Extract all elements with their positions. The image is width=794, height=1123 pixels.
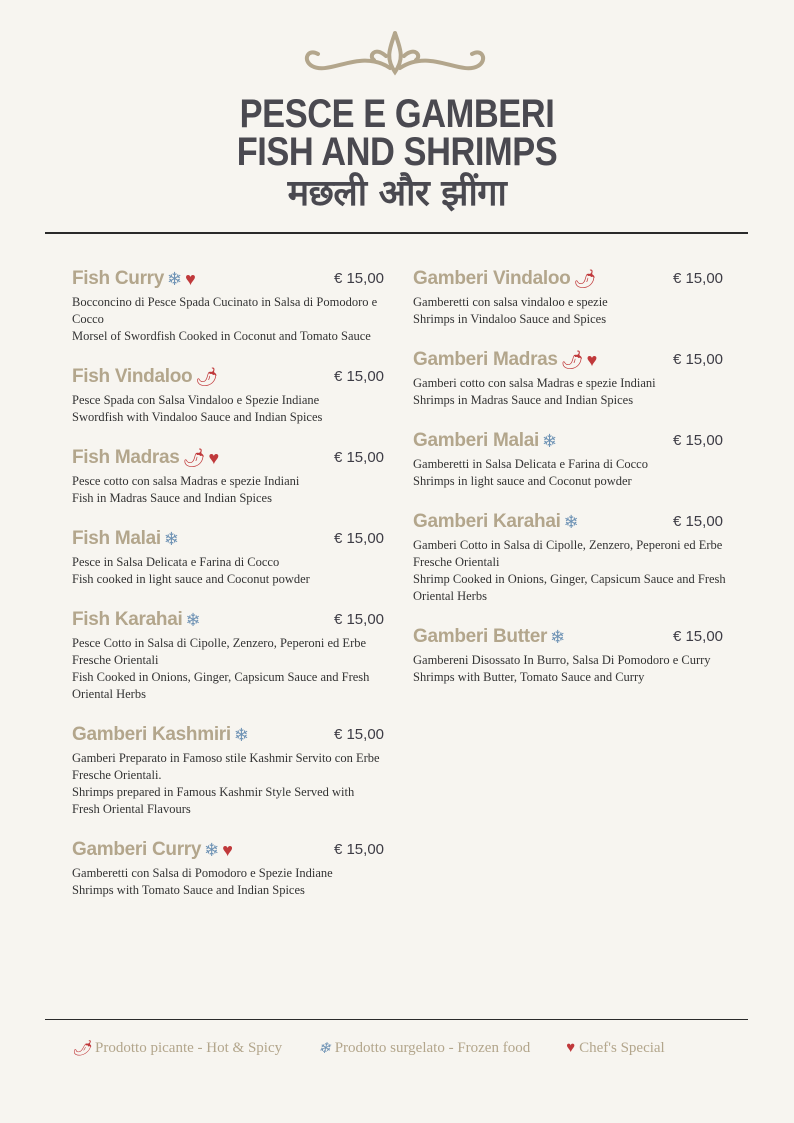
legend-spicy: 🌶 Prodotto picante - Hot & Spicy — [72, 1040, 283, 1057]
dish-price: € 15,00 — [333, 841, 384, 858]
menu-item — [413, 347, 753, 409]
title-hindi: मछली और झींगा — [287, 173, 507, 214]
dish-name: Fish Malai — [72, 528, 161, 549]
chili-icon: 🌶 — [72, 1041, 92, 1057]
dish-description: Pesce Spada con Salsa Vindaloo e Spezie Indiane — [72, 393, 320, 407]
menu-item — [72, 526, 384, 588]
dish-description: Gamberetti in Salsa Delicata e Farina di Cocco — [413, 457, 648, 471]
dish-description: Morsel of Swordfish Cooked in Coconut and Tomato Sauce — [72, 329, 371, 343]
dish-description: Gamberi Preparato in Famoso stile Kashmir Servito con Erbe Fresche Orientali. — [72, 751, 380, 782]
dish-price: € 15,00 — [672, 351, 723, 368]
chili-icon: 🌶 — [182, 448, 206, 468]
chili-icon: 🌶 — [560, 350, 584, 370]
dish-name: Gamberi Kashmiri — [72, 724, 231, 745]
dish-description: Fish in Madras Sauce and Indian Spices — [72, 491, 272, 505]
snowflake-icon: ❄ — [233, 725, 249, 745]
dish-name: Fish Madras — [72, 447, 180, 468]
ornament-flourish — [300, 28, 490, 78]
snowflake-icon: ❄ — [163, 529, 179, 549]
menu-column-right — [413, 266, 753, 705]
legend — [72, 1039, 665, 1058]
dish-price: € 15,00 — [672, 432, 723, 449]
menu-item — [72, 266, 384, 345]
heart-icon: ♥ — [185, 269, 196, 289]
menu-column-left — [72, 266, 384, 918]
menu-item — [72, 445, 384, 507]
dish-name: Fish Vindaloo — [72, 366, 193, 387]
dish-name: Gamberi Malai — [413, 430, 539, 451]
footer-divider — [45, 1019, 748, 1020]
dish-name: Gamberi Madras — [413, 349, 558, 370]
menu-item — [72, 837, 384, 899]
dish-price: € 15,00 — [672, 270, 723, 287]
snowflake-icon: ❄ — [204, 840, 220, 860]
dish-name: Gamberi Butter — [413, 626, 548, 647]
dish-price: € 15,00 — [333, 270, 384, 287]
menu-item — [72, 364, 384, 426]
dish-price: € 15,00 — [672, 513, 723, 530]
chili-icon: 🌶 — [573, 269, 597, 289]
menu-item — [413, 428, 753, 490]
menu-item — [413, 266, 753, 328]
dish-description: Gamberetti con salsa vindaloo e spezie — [413, 295, 608, 309]
title-italian: PESCE E GAMBERI — [239, 92, 555, 136]
dish-price: € 15,00 — [333, 530, 384, 547]
dish-description: Pesce in Salsa Delicata e Farina di Cocco — [72, 555, 280, 569]
snowflake-icon: ❄ — [550, 627, 566, 647]
dish-description: Shrimp Cooked in Onions, Ginger, Capsicum Sauce and Fresh Oriental Herbs — [413, 572, 726, 603]
dish-description: Shrimps in Vindaloo Sauce and Spices — [413, 312, 607, 326]
header-divider — [45, 232, 748, 234]
dish-price: € 15,00 — [333, 449, 384, 466]
dish-description: Bocconcino di Pesce Spada Cucinato in Salsa di Pomodoro e Cocco — [72, 295, 378, 326]
dish-price: € 15,00 — [672, 628, 723, 645]
heart-icon: ♥ — [566, 1040, 576, 1056]
dish-description: Fish Cooked in Onions, Ginger, Capsicum Sauce and Fresh Oriental Herbs — [72, 670, 370, 701]
dish-description: Swordfish with Vindaloo Sauce and Indian Spices — [72, 410, 323, 424]
heart-icon: ♥ — [586, 350, 598, 370]
dish-name: Fish Curry — [72, 268, 165, 289]
title-english: FISH AND SHRIMPS — [236, 130, 558, 174]
dish-name: Gamberi Karahai — [413, 511, 561, 532]
dish-name: Gamberi Vindaloo — [413, 268, 571, 289]
dish-name: Gamberi Curry — [72, 839, 202, 860]
dish-description: Gambereni Disossato In Burro, Salsa Di Pomodoro e Curry — [413, 653, 711, 667]
heart-icon: ♥ — [208, 448, 220, 468]
snowflake-icon: ❄ — [185, 610, 201, 630]
dish-description: Pesce Cotto in Salsa di Cipolle, Zenzero, Peperoni ed Erbe Fresche Orientali — [72, 636, 367, 667]
dish-description: Gamberi cotto con salsa Madras e spezie Indiani — [413, 376, 656, 390]
chili-icon: 🌶 — [195, 367, 219, 387]
dish-price: € 15,00 — [333, 368, 384, 385]
dish-description: Fish cooked in light sauce and Coconut powder — [72, 572, 310, 586]
dish-price: € 15,00 — [333, 726, 384, 743]
dish-description: Shrimps prepared in Famous Kashmir Style Served with Fresh Oriental Flavours — [72, 785, 355, 816]
dish-name: Fish Karahai — [72, 609, 183, 630]
snowflake-icon: ❄ — [318, 1041, 331, 1057]
dish-description: Shrimps in light sauce and Coconut powder — [413, 474, 632, 488]
menu-item — [72, 607, 384, 703]
legend-frozen: ❄ Prodotto surgelato - Frozen food — [318, 1040, 531, 1057]
menu-item — [413, 509, 753, 605]
snowflake-icon: ❄ — [541, 431, 558, 451]
menu-item — [413, 624, 753, 686]
legend-special: ♥ Chef's Special — [566, 1040, 665, 1056]
dish-description: Shrimps with Tomato Sauce and Indian Spices — [72, 883, 305, 897]
dish-description: Shrimps with Butter, Tomato Sauce and Curry — [413, 670, 645, 684]
dish-price: € 15,00 — [333, 611, 384, 628]
dish-description: Gamberetti con Salsa di Pomodoro e Spezie Indiane — [72, 866, 333, 880]
dish-description: Pesce cotto con salsa Madras e spezie Indiani — [72, 474, 300, 488]
heart-icon: ♥ — [222, 840, 233, 860]
menu-item — [72, 722, 384, 818]
snowflake-icon: ❄ — [563, 512, 579, 532]
snowflake-icon: ❄ — [167, 269, 183, 289]
dish-description: Shrimps in Madras Sauce and Indian Spices — [413, 393, 634, 407]
dish-description: Gamberi Cotto in Salsa di Cipolle, Zenzero, Peperoni ed Erbe Fresche Orientali — [413, 538, 723, 569]
